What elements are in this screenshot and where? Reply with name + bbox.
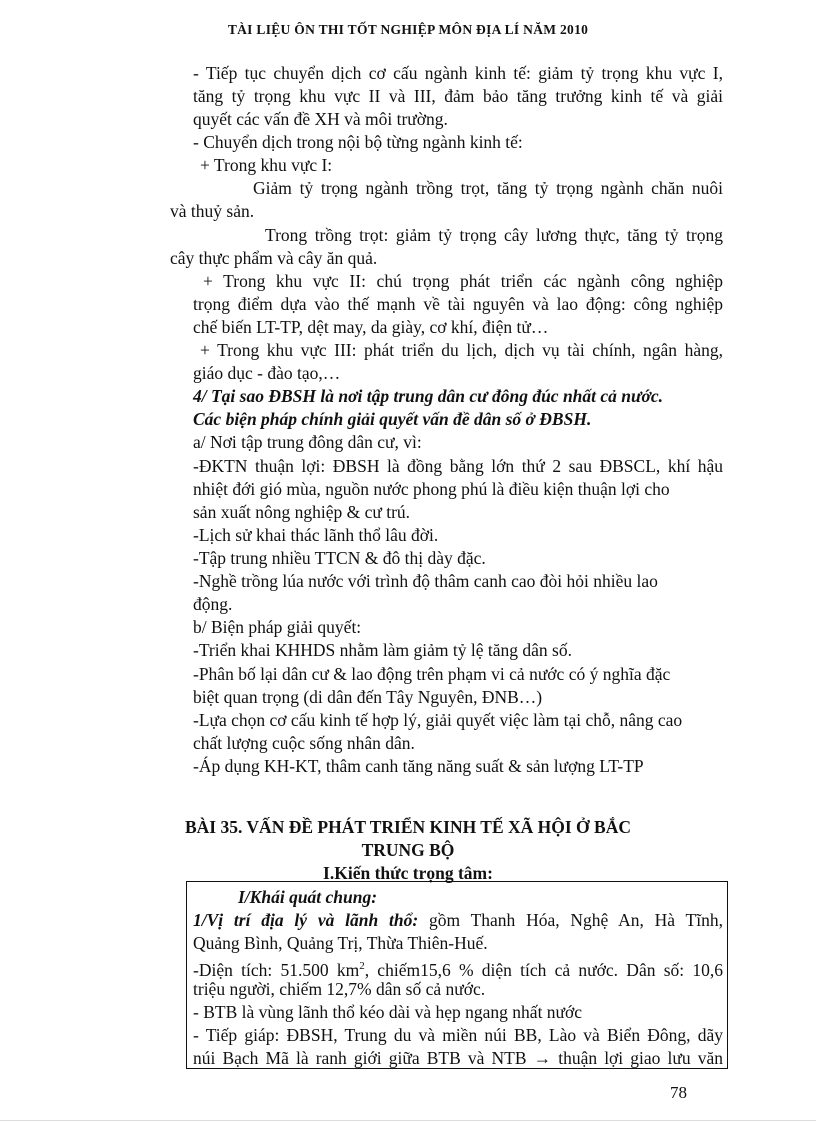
text-line: giáo dục - đào tạo,… [193, 363, 341, 383]
text-line: + Trong khu vực II: chú trọng phát triển các ngành công nghiệp [203, 271, 723, 291]
text-line: -Áp dụng KH-KT, thâm canh tăng năng suất & sản lượng LT-TP [193, 756, 644, 776]
text-line [193, 909, 723, 931]
text-line: tăng tỷ trọng khu vực II và III, đảm bảo tăng trưởng kinh tế và giải [193, 86, 723, 106]
text-line: -Lịch sử khai thác lãnh thổ lâu đời. [193, 525, 439, 545]
text-line: -Lựa chọn cơ cấu kinh tế hợp lý, giải quyết việc làm tại chỗ, nâng cao [193, 710, 683, 730]
text-line: - Tiếp giáp: ĐBSH, Trung du và miền núi BB, Lào và Biển Đông, dãy [193, 1025, 723, 1045]
text-line: - Tiếp tục chuyển dịch cơ cấu ngành kinh tế: giảm tỷ trọng khu vực I, [193, 63, 723, 83]
text-line: - Chuyển dịch trong nội bộ từng ngành kinh tế: [193, 132, 523, 152]
text-line: chất lượng cuộc sống nhân dân. [193, 733, 415, 753]
text-line: -ĐKTN thuận lợi: ĐBSH là đồng bằng lớn thứ 2 sau ĐBSCL, khí hậu [193, 456, 723, 476]
page-header: TÀI LIỆU ÔN THI TỐT NGHIỆP MÔN ĐỊA LÍ NĂM 2010 [227, 22, 589, 37]
area-text: -Diện tích: 51.500 km [193, 959, 360, 980]
text-line: biệt quan trọng (di dân đến Tây Nguyên, ĐNB…) [193, 687, 543, 707]
text-line: + Trong khu vực I: [200, 155, 333, 175]
text-line [193, 955, 723, 981]
text-line: và thuỷ sản. [170, 201, 255, 221]
superscript: 2 [359, 960, 365, 972]
text-line: triệu người, chiếm 12,7% dân số cả nước. [193, 979, 486, 999]
text-line: -Phân bố lại dân cư & lao động trên phạm vi cả nước có ý nghĩa đặc [193, 664, 671, 684]
text-line: b/ Biện pháp giải quyết: [193, 617, 362, 637]
text-line: cây thực phẩm và cây ăn quả. [170, 248, 378, 268]
text-line: động. [193, 594, 233, 614]
text-line: Giảm tỷ trọng ngành trồng trọt, tăng tỷ trọng ngành chăn nuôi [253, 178, 723, 198]
text-line: a/ Nơi tập trung đông dân cư, vì: [193, 432, 422, 452]
text-line: - BTB là vùng lãnh thổ kéo dài và hẹp ngang nhất nước [193, 1002, 583, 1022]
section-subtitle: I.Kiến thức trọng tâm: [323, 863, 493, 883]
text-line: núi Bạch Mã là ranh giới giữa BTB và NTB → thuận lợi giao lưu văn [193, 1048, 723, 1068]
lesson-title: BÀI 35. VẤN ĐỀ PHÁT TRIỂN KINH TẾ XÃ HỘI Ở BẮC [184, 817, 631, 837]
question-heading: Các biện pháp chính giải quyết vấn đề dân số ở ĐBSH. [193, 409, 592, 429]
lesson-title: TRUNG BỘ [361, 840, 455, 860]
text-line: -Triển khai KHHDS nhằm làm giảm tỷ lệ tăng dân số. [193, 640, 572, 660]
text-line: nhiệt đới gió mùa, nguồn nước phong phú là điều kiện thuận lợi cho [193, 479, 670, 499]
text-line: trọng điểm dựa vào thế mạnh về tài nguyên và lao động: công nghiệp [193, 294, 723, 314]
location-text: gồm Thanh Hóa, Nghệ An, Hà Tĩnh, [418, 910, 723, 930]
text-line: chế biến LT-TP, dệt may, da giày, cơ khí, điện tử… [193, 317, 549, 337]
location-label: 1/Vị trí địa lý và lãnh thổ: [193, 910, 419, 930]
text-line: sản xuất nông nghiệp & cư trú. [193, 502, 411, 522]
text-line: -Nghề trồng lúa nước với trình độ thâm canh cao đòi hỏi nhiều lao [193, 571, 658, 591]
box-heading: I/Khái quát chung: [238, 887, 378, 907]
text-line: Quảng Bình, Quảng Trị, Thừa Thiên-Huế. [193, 933, 488, 953]
text-line: + Trong khu vực III: phát triển du lịch, dịch vụ tài chính, ngân hàng, [200, 340, 723, 360]
page-divider [0, 1120, 816, 1121]
area-text-rest: , chiếm15,6 % diện tích cả nước. Dân số: 10,6 [364, 959, 724, 980]
text-line: Trong trồng trọt: giảm tỷ trọng cây lương thực, tăng tỷ trọng [265, 225, 723, 245]
text-line: quyết các vấn đề XH và môi trường. [193, 109, 448, 129]
text-line: -Tập trung nhiều TTCN & đô thị dày đặc. [193, 548, 486, 568]
page-number: 78 [670, 1083, 687, 1102]
question-heading: 4/ Tại sao ĐBSH là nơi tập trung dân cư đông đúc nhất cả nước. [193, 386, 664, 406]
